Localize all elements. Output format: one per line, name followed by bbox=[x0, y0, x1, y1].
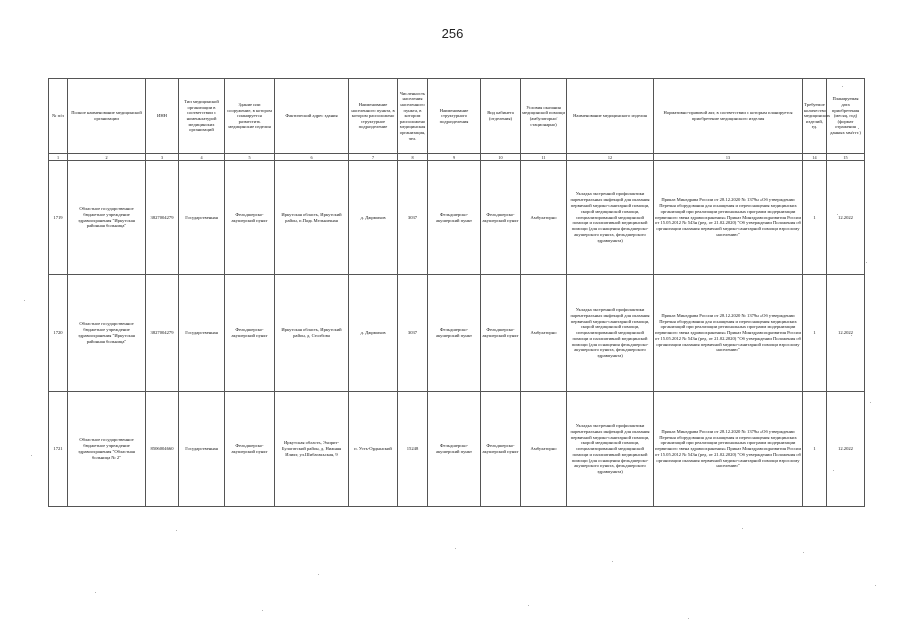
cell-date: 12.2022 bbox=[827, 392, 865, 507]
cell-cabinet: Фельдшерско-акушерский пункт bbox=[481, 275, 521, 392]
cell-device: Укладка экстренной профилактики парентеральных инфекций для оказания первичной медико-санитарной помощи, скорой медицинской помощи, специализированной медицинской помощи и паллиативной медицинской помощи (для оснащения фельдшерско-акушерского пункта, фельдшерского здравпункта) bbox=[567, 392, 654, 507]
column-number: 6 bbox=[275, 154, 349, 161]
cell-conditions: Амбулаторно bbox=[521, 275, 567, 392]
table-row bbox=[49, 161, 865, 275]
column-number: 12 bbox=[567, 154, 654, 161]
cell-population: 3037 bbox=[398, 275, 428, 392]
cell-cabinet: Фельдшерско-акушерский пункт bbox=[481, 392, 521, 507]
header-building: Здание или сооружение, в котором планируется разместить медицинские изделия bbox=[225, 79, 275, 154]
column-number: 11 bbox=[521, 154, 567, 161]
column-number: 1 bbox=[49, 154, 68, 161]
column-number-row bbox=[49, 154, 865, 161]
page-number: 256 bbox=[441, 26, 464, 41]
cell-qty: 1 bbox=[803, 161, 827, 275]
column-number: 7 bbox=[349, 154, 398, 161]
column-number: 10 bbox=[481, 154, 521, 161]
header-conditions: Условия оказания медицинской помощи (амбулаторно/стационарно) bbox=[521, 79, 567, 154]
header-address: Фактический адрес здания bbox=[275, 79, 349, 154]
header-inn: ИНН bbox=[146, 79, 179, 154]
registry-table bbox=[48, 78, 865, 507]
table-row bbox=[49, 392, 865, 507]
cell-qty: 1 bbox=[803, 392, 827, 507]
header-unit: Наименование структурного подразделения bbox=[428, 79, 481, 154]
header-locality: Наименование населенного пункта, в котором расположено структурное подразделение bbox=[349, 79, 398, 154]
cell-date: 12.2022 bbox=[827, 275, 865, 392]
cell-population: 15248 bbox=[398, 392, 428, 507]
cell-num: 1720 bbox=[49, 275, 68, 392]
cell-population: 3037 bbox=[398, 161, 428, 275]
cell-date: 12.2022 bbox=[827, 161, 865, 275]
header-date: Планируемая дата приобретения (месяц, год) (формат отражения данных мм/ггг.) bbox=[827, 79, 865, 154]
cell-inn: 8506004660 bbox=[146, 392, 179, 507]
cell-locality: п. Усть-Ордынский bbox=[349, 392, 398, 507]
column-number: 8 bbox=[398, 154, 428, 161]
header-qty: Требуемое количество медицинских изделий, ед. bbox=[803, 79, 827, 154]
column-number: 3 bbox=[146, 154, 179, 161]
cell-conditions: Амбулаторно bbox=[521, 161, 567, 275]
cell-qty: 1 bbox=[803, 275, 827, 392]
cell-type: Государственная bbox=[179, 275, 225, 392]
header-row bbox=[49, 79, 865, 154]
cell-org: Областное государственное бюджетное учреждение здравоохранения "Иркутская районная больница" bbox=[68, 161, 146, 275]
cell-device: Укладка экстренной профилактики парентеральных инфекций для оказания первичной медико-санитарной помощи, скорой медицинской помощи, специализированной медицинской помощи и паллиативной медицинской помощи (для оснащения фельдшерско-акушерского пункта, фельдшерского здравпункта) bbox=[567, 161, 654, 275]
cell-address: Иркутская область, Эхирит-Булагатский район, д. Нижняя Иликт, ул.Шибагакьская, 9 bbox=[275, 392, 349, 507]
column-number: 5 bbox=[225, 154, 275, 161]
cell-building: Фельдшерско-акушерский пункт bbox=[225, 275, 275, 392]
cell-locality: д. Джрмихов bbox=[349, 161, 398, 275]
cell-inn: 3827004279 bbox=[146, 161, 179, 275]
column-number: 13 bbox=[654, 154, 803, 161]
cell-cabinet: Фельдшерско-акушерский пункт bbox=[481, 161, 521, 275]
column-number: 14 bbox=[803, 154, 827, 161]
cell-type: Государственная bbox=[179, 392, 225, 507]
cell-inn: 3827004279 bbox=[146, 275, 179, 392]
cell-unit: Фельдшерско-акушерский пункт bbox=[428, 275, 481, 392]
cell-unit: Фельдшерско-акушерский пункт bbox=[428, 161, 481, 275]
column-number: 9 bbox=[428, 154, 481, 161]
column-number: 2 bbox=[68, 154, 146, 161]
header-population: Численность населения населенного пункта, в котором расположено медицинская организация, чел. bbox=[398, 79, 428, 154]
cell-act: Приказ Минздрава России от 28.12.2020 № 1379н «Об утверждении Перечня оборудования для оснащения и переоснащения медицинских организаций при реализации региональных программ модернизации первичного звена здравоохранения» Приказ Минздравсоцразвития России от 15.05.2012 № 543н (ред. от 21.02.2020) "Об утверждении Положения об организации оказания первичной медико-санитарной помощи взрослому населению" bbox=[654, 392, 803, 507]
header-device: Наименование медицинского изделия bbox=[567, 79, 654, 154]
header-num: № п/п bbox=[49, 79, 68, 154]
cell-act: Приказ Минздрава России от 28.12.2020 № 1379н «Об утверждении Перечня оборудования для оснащения и переоснащения медицинских организаций при реализации региональных программ модернизации первичного звена здравоохранения» Приказ Минздравсоцразвития России от 15.05.2012 № 543н (ред. от 21.02.2020) "Об утверждении Положения об организации оказания первичной медико-санитарной помощи взрослому населению" bbox=[654, 275, 803, 392]
cell-address: Иркутская область, Иркутский район, п.Падь Мельничная bbox=[275, 161, 349, 275]
cell-unit: Фельдшерско-акушерский пункт bbox=[428, 392, 481, 507]
cell-locality: д. Джрмихов bbox=[349, 275, 398, 392]
cell-org: Областное государственное бюджетное учреждение здравоохранения "Областная больница № 2" bbox=[68, 392, 146, 507]
header-act: Нормативно-правовой акт, в соответствии с которым планируется приобретение медицинского изделия bbox=[654, 79, 803, 154]
cell-type: Государственная bbox=[179, 161, 225, 275]
cell-device: Укладка экстренной профилактики парентеральных инфекций для оказания первичной медико-санитарной помощи, скорой медицинской помощи, специализированной медицинской помощи и паллиативной медицинской помощи (для оснащения фельдшерско-акушерского пункта, фельдшерского здравпункта) bbox=[567, 275, 654, 392]
header-org: Полное наименование медицинской организации bbox=[68, 79, 146, 154]
cell-num: 1719 bbox=[49, 161, 68, 275]
cell-building: Фельдшерско-акушерский пункт bbox=[225, 392, 275, 507]
cell-act: Приказ Минздрава России от 28.12.2020 № 1379н «Об утверждении Перечня оборудования для оснащения и переоснащения медицинских организаций при реализации региональных программ модернизации первичного звена здравоохранения» Приказ Минздравсоцразвития России от 15.05.2012 № 543н (ред. от 21.02.2020) "Об утверждении Положения об организации оказания первичной медико-санитарной помощи взрослому населению" bbox=[654, 161, 803, 275]
cell-building: Фельдшерско-акушерский пункт bbox=[225, 161, 275, 275]
column-number: 15 bbox=[827, 154, 865, 161]
cell-org: Областное государственное бюджетное учреждение здравоохранения "Иркутская районная больница" bbox=[68, 275, 146, 392]
header-cabinet: Вид кабинета (отделения) bbox=[481, 79, 521, 154]
cell-num: 1721 bbox=[49, 392, 68, 507]
header-type: Тип медицинской организации в соответствии с номенклатурой медицинских организаций bbox=[179, 79, 225, 154]
column-number: 4 bbox=[179, 154, 225, 161]
table-row bbox=[49, 275, 865, 392]
cell-conditions: Амбулаторно bbox=[521, 392, 567, 507]
cell-address: Иркутская область, Иркутский район, д. Столбова bbox=[275, 275, 349, 392]
